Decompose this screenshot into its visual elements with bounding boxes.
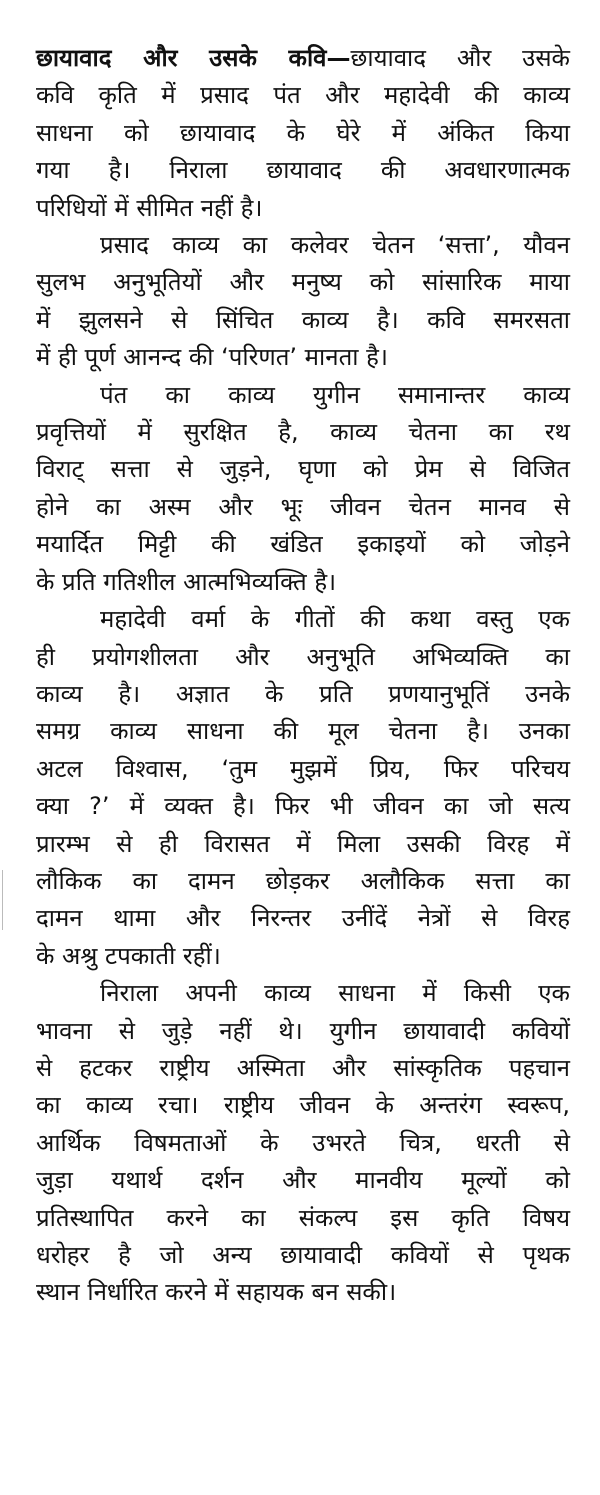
text-line: सुलभ अनुभूतियों और मनुष्य को सांसारिक माया	[36, 268, 570, 297]
text-line: से हटकर राष्ट्रीय अस्मिता और सांस्कृतिक पहचान	[36, 1053, 570, 1082]
text-line: प्रतिस्थापित करने का संकल्प इस कृति विषय	[36, 1203, 570, 1232]
text-line: साधना को छायावाद के घेरे में अंकित किया	[36, 118, 570, 147]
text-line: महादेवी वर्मा के गीतों की कथा वस्तु एक	[100, 605, 570, 634]
text-line: परिधियों में सीमित नहीं है।	[36, 193, 263, 222]
text-line: भावना से जुड़े नहीं थे। युगीन छायावादी कवियों	[36, 1016, 570, 1045]
text-line: दामन थामा और निरन्तर उनींदें नेत्रों से विरह	[36, 904, 570, 933]
text-line: का काव्य रचा। राष्ट्रीय जीवन के अन्तरंग स्वरूप,	[36, 1091, 570, 1120]
text-line: विराट् सत्ता से जुड़ने, घृणा को प्रेम से विजित	[36, 455, 570, 484]
text-line: कवि कृति में प्रसाद पंत और महादेवी की काव्य	[36, 81, 570, 110]
paragraph-prasad	[36, 227, 570, 377]
paragraph-mahadevi	[36, 601, 570, 975]
text-line: प्रसाद काव्य का कलेवर चेतन ‘सत्ता’, यौवन	[100, 231, 570, 260]
section-heading: छायावाद और उसके कवि—	[36, 44, 351, 72]
text-line: स्थान निर्धारित करने में सहायक बन सकी।	[36, 1278, 397, 1307]
text-line: गया है। निराला छायावाद की अवधारणात्मक	[36, 156, 570, 185]
text-line: निराला अपनी काव्य साधना में किसी एक	[100, 979, 570, 1008]
text-line: में झुलसने से सिंचित काव्य है। कवि समरसता	[36, 305, 570, 334]
text-line: पंत का काव्य युगीन समानान्तर काव्य	[100, 380, 570, 409]
text-line: आर्थिक विषमताओं के उभरते चित्र, धरती से	[36, 1128, 570, 1157]
text-line: लौकिक का दामन छोड़कर अलौकिक सत्ता का	[36, 866, 570, 895]
text-line: के अश्रु टपकाती रहीं।	[36, 941, 221, 970]
text-line: जुड़ा यथार्थ दर्शन और मानवीय मूल्यों को	[36, 1166, 570, 1195]
text-line: मयार्दित मिट्टी की खंडित इकाइयों को जोड़ने	[36, 530, 570, 559]
text-line: में ही पूर्ण आनन्द की ‘परिणत’ मानता है।	[36, 343, 388, 372]
text-line: समग्र काव्य साधना की मूल चेतना है। उनका	[36, 717, 570, 746]
text-line: के प्रति गतिशील आत्मभिव्यक्ति है।	[36, 567, 337, 596]
document-page	[36, 40, 570, 1312]
paragraph-pant	[36, 377, 570, 601]
text-line: क्या ?’ में व्यक्त है। फिर भी जीवन का जो सत्य	[36, 792, 570, 821]
text-line: धरोहर है जो अन्य छायावादी कवियों से पृथक	[36, 1241, 570, 1269]
text-line: काव्य है। अज्ञात के प्रति प्रणयानुभूतिं उनके	[36, 679, 570, 708]
text-line: होने का अस्म और भूः जीवन चेतन मानव से	[36, 492, 570, 521]
text-line: छायावाद और उसके कवि—छायावाद और उसके	[36, 44, 570, 72]
paragraph-nirala	[36, 975, 570, 1312]
scan-margin-mark	[2, 870, 3, 930]
text-line: अटल विश्वास, ‘तुम मुझमें प्रिय, फिर परिचय	[36, 754, 570, 783]
text-line: प्रारम्भ से ही विरासत में मिला उसकी विरह में	[36, 829, 570, 858]
text-line: प्रवृत्तियों में सुरक्षित है, काव्य चेतना का रथ	[36, 418, 570, 447]
paragraph-intro	[36, 40, 570, 227]
text-line: ही प्रयोगशीलता और अनुभूति अभिव्यक्ति का	[36, 642, 570, 671]
